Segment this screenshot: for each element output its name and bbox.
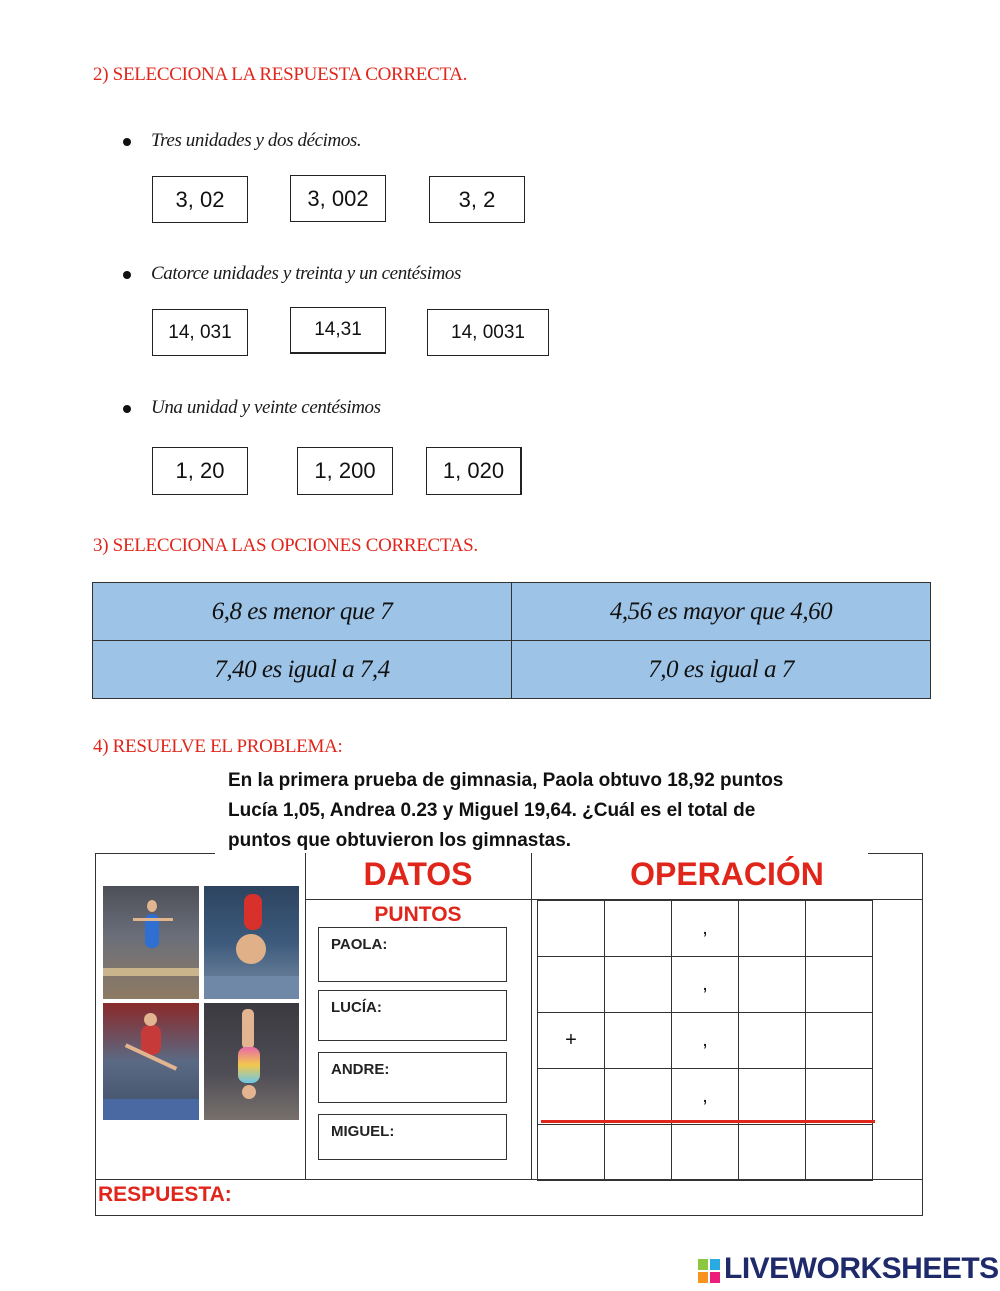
q2-option-3[interactable]: 14, 0031 <box>427 309 549 356</box>
section-3-title: 3) SELECCIONA LAS OPCIONES CORRECTAS. <box>93 535 478 556</box>
paola-field[interactable] <box>318 927 507 982</box>
q1-option-2[interactable]: 3, 002 <box>290 175 386 222</box>
grid-cell[interactable] <box>605 957 672 1013</box>
grid-cell[interactable] <box>538 901 605 957</box>
gymnast-legs <box>242 1009 254 1049</box>
q1-option-1[interactable]: 3, 02 <box>152 176 248 223</box>
gymnast-head <box>144 1013 157 1026</box>
grid-cell[interactable] <box>672 1125 739 1181</box>
grid-cell[interactable] <box>739 1069 806 1125</box>
miguel-field[interactable] <box>318 1114 507 1160</box>
column-divider-2 <box>531 853 532 1179</box>
problem-line: En la primera prueba de gimnasia, Paola obtuvo 18,92 puntos <box>228 770 784 791</box>
operation-grid <box>537 900 873 1181</box>
andre-field[interactable] <box>318 1052 507 1103</box>
statement-option[interactable]: 6,8 es menor que 7 <box>93 583 512 641</box>
problem-line: Lucía 1,05, Andrea 0.23 y Miguel 19,64. ¿Cuál es el total de <box>228 800 756 821</box>
column-divider-1 <box>305 853 306 1179</box>
respuesta-label: RESPUESTA: <box>98 1183 232 1206</box>
grid-cell[interactable] <box>806 901 873 957</box>
q3-option-2[interactable]: 1, 200 <box>297 447 393 495</box>
problem-line: puntos que obtuvieron los gimnastas. <box>228 830 572 851</box>
grid-cell-comma: , <box>672 901 739 957</box>
balance-beam <box>103 968 199 976</box>
frame-left <box>95 853 96 1216</box>
section-4-title: 4) RESUELVE EL PROBLEMA: <box>93 736 343 757</box>
grid-cell-plus: + <box>538 1013 605 1069</box>
q2-option-1[interactable]: 14, 031 <box>152 309 248 356</box>
statement-option[interactable]: 7,40 es igual a 7,4 <box>93 641 512 699</box>
frame-right <box>922 853 923 1216</box>
statement-option[interactable]: 7,0 es igual a 7 <box>512 641 931 699</box>
lucia-field[interactable] <box>318 990 507 1041</box>
liveworksheets-blocks-icon <box>698 1259 720 1283</box>
gymnast-arms <box>133 918 173 921</box>
gymnast-head <box>242 1085 256 1099</box>
operacion-heading: OPERACIÓN <box>630 856 824 892</box>
grid-cell[interactable] <box>806 1069 873 1125</box>
gymnast-body <box>236 934 266 964</box>
grid-cell[interactable] <box>806 1125 873 1181</box>
statement-option[interactable]: 4,56 es mayor que 4,60 <box>512 583 931 641</box>
q3-option-3[interactable]: 1, 020 <box>426 447 522 495</box>
grid-cell[interactable] <box>806 1013 873 1069</box>
question-1-prompt: Tres unidades y dos décimos. <box>151 130 362 151</box>
grid-cell-comma: , <box>672 957 739 1013</box>
problem-statement <box>228 766 848 856</box>
q3-option-1[interactable]: 1, 20 <box>152 447 248 495</box>
grid-cell[interactable] <box>739 901 806 957</box>
gymnast-figure <box>238 1047 260 1083</box>
grid-cell[interactable] <box>806 957 873 1013</box>
bullet-icon <box>123 405 131 413</box>
grid-cell[interactable] <box>538 957 605 1013</box>
gymnast-head <box>147 900 157 912</box>
gymnast-flip-photo <box>204 886 299 999</box>
bullet-icon <box>123 271 131 279</box>
grid-cell[interactable] <box>538 1125 605 1181</box>
datos-heading: DATOS <box>363 856 473 892</box>
grid-cell-comma: , <box>672 1069 739 1125</box>
floor-mat <box>103 1099 199 1120</box>
gymnast-handstand-photo <box>204 1003 299 1120</box>
bullet-icon <box>123 138 131 146</box>
frame-top-left <box>95 853 215 854</box>
grid-cell[interactable] <box>605 1069 672 1125</box>
grid-cell[interactable] <box>739 1125 806 1181</box>
grid-cell[interactable] <box>605 1013 672 1069</box>
grid-cell[interactable] <box>739 1013 806 1069</box>
liveworksheets-logo: LIVEWORKSHEETS <box>724 1252 999 1285</box>
q2-option-2[interactable]: 14,31 <box>290 307 386 354</box>
field-label: MIGUEL: <box>331 1123 395 1140</box>
gymnast-figure <box>244 894 262 930</box>
gymnast-beam-photo <box>103 886 199 999</box>
section-2-title: 2) SELECCIONA LA RESPUESTA CORRECTA. <box>93 64 468 85</box>
frame-top-right <box>868 853 923 854</box>
grid-cell[interactable] <box>605 1125 672 1181</box>
puntos-label: PUNTOS <box>374 903 462 926</box>
question-3-prompt: Una unidad y veinte centésimos <box>151 397 381 418</box>
grid-cell[interactable] <box>605 901 672 957</box>
gymnast-figure <box>141 1025 161 1055</box>
grid-cell[interactable] <box>538 1069 605 1125</box>
gymnast-floor-photo <box>103 1003 199 1120</box>
field-label: PAOLA: <box>331 936 388 953</box>
q1-option-3[interactable]: 3, 2 <box>429 176 525 223</box>
question-2-prompt: Catorce unidades y treinta y un centésimos <box>151 263 462 284</box>
sum-line <box>541 1120 875 1123</box>
grid-cell-comma: , <box>672 1013 739 1069</box>
grid-cell[interactable] <box>739 957 806 1013</box>
field-label: ANDRE: <box>331 1061 390 1078</box>
frame-bottom <box>95 1215 923 1216</box>
arena-floor <box>204 976 299 999</box>
field-label: LUCÍA: <box>331 999 382 1016</box>
statements-table <box>92 582 931 699</box>
